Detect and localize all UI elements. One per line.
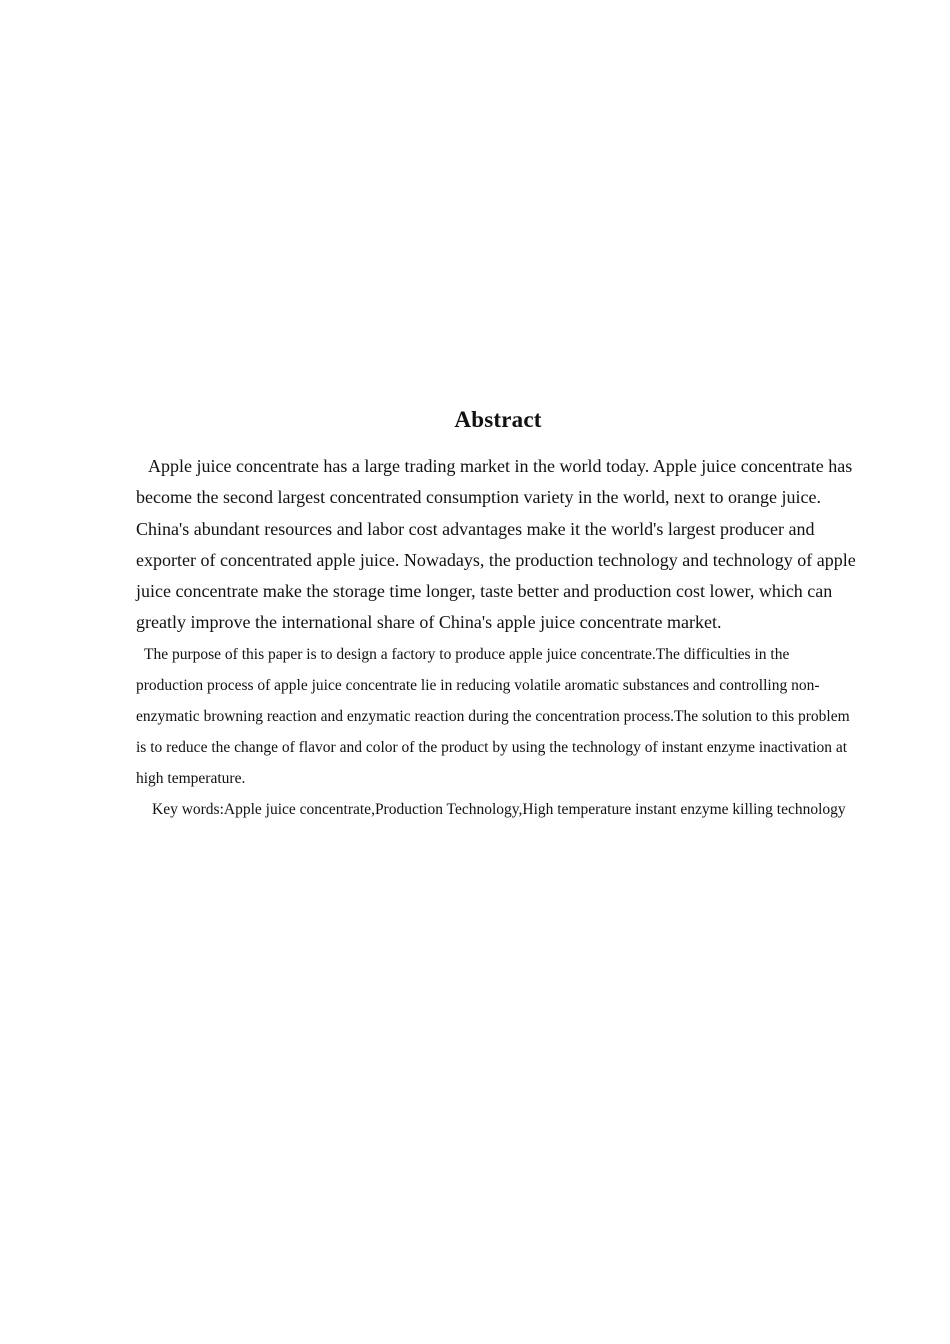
abstract-body [136, 451, 859, 825]
abstract-heading: Abstract [454, 407, 542, 432]
abstract-paragraph-2: The purpose of this paper is to design a factory to produce apple juice concentrate.The difficulties in the production process of apple juice concentrate lie in reducing volatile aromatic substances and controlling non-enzymatic browning reaction and enzymatic reaction during the concentration process.The solution to this problem is to reduce the change of flavor and color of the product by using the technology of instant enzyme inactivation at high temperature. [136, 645, 850, 787]
keywords-line: Key words:Apple juice concentrate,Production Technology,High temperature instant enzyme killing technology [152, 800, 846, 818]
abstract-paragraph-1: Apple juice concentrate has a large trading market in the world today. Apple juice concentrate has become the second largest concentrated consumption variety in the world, next to orange juice. China's abundant resources and labor cost advantages make it the world's largest producer and exporter of concentrated apple juice. Nowadays, the production technology and technology of apple juice concentrate make the storage time longer, taste better and production cost lower, which can greatly improve the international share of China's apple juice concentrate market. [136, 456, 856, 633]
